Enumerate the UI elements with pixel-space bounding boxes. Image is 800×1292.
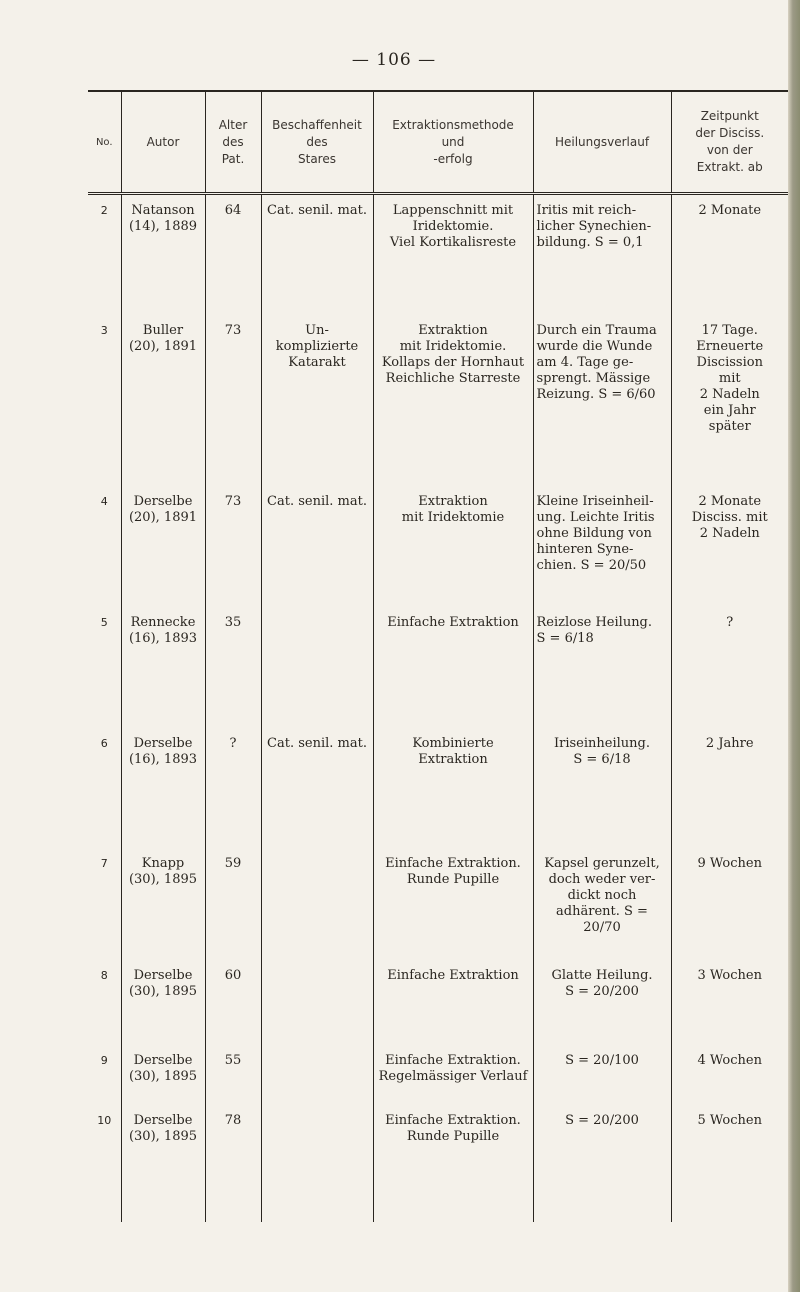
cell-line: 17 Tage. bbox=[701, 322, 758, 338]
cell-line: am 4. Tage ge- bbox=[536, 354, 634, 370]
cell-alter bbox=[205, 194, 261, 315]
cell-beschaffenheit bbox=[261, 1105, 373, 1222]
cell-line: Rennecke bbox=[130, 614, 196, 630]
cell-extraktion bbox=[373, 728, 533, 848]
cell-extraktion bbox=[373, 486, 533, 607]
cell-value: 10 bbox=[97, 1113, 112, 1127]
cell-autor bbox=[121, 728, 205, 848]
cell-extraktion bbox=[373, 960, 533, 1045]
cell-line: (14), 1889 bbox=[128, 219, 198, 234]
cell-heilung bbox=[533, 728, 671, 848]
cell-line: Iriseinheilung. bbox=[554, 735, 650, 751]
cell-line: Natanson bbox=[131, 203, 195, 218]
cell-extraktion bbox=[373, 607, 533, 728]
cell-line: ung. Leichte Iritis bbox=[536, 509, 655, 525]
cell-line: (20), 1891 bbox=[128, 509, 198, 525]
cell-beschaffenheit bbox=[261, 728, 373, 848]
cell-no bbox=[88, 315, 121, 486]
cell-alter bbox=[205, 1105, 261, 1222]
cell-line: Kleine Iriseinheil- bbox=[536, 493, 654, 509]
cell-line: ohne Bildung von bbox=[536, 525, 652, 541]
cell-extraktion bbox=[373, 1105, 533, 1222]
cell-zeitpunkt bbox=[671, 1045, 788, 1105]
cell-line: Derselbe bbox=[133, 1052, 193, 1068]
cell-line: dickt noch bbox=[567, 887, 637, 903]
cell-autor bbox=[121, 960, 205, 1045]
cell-extraktion bbox=[373, 1045, 533, 1105]
table-row bbox=[88, 1105, 788, 1222]
cell-line: Iritis mit reich- bbox=[536, 203, 637, 218]
cell-line: Buller bbox=[142, 322, 184, 338]
table-row bbox=[88, 607, 788, 728]
cell-no bbox=[88, 1105, 121, 1222]
cell-line: (30), 1895 bbox=[128, 1128, 198, 1144]
cell-value: 8 bbox=[100, 968, 108, 982]
header-autor: Autor bbox=[121, 91, 205, 194]
cell-line: S = 20/200 bbox=[565, 1112, 639, 1128]
cell-alter bbox=[205, 486, 261, 607]
table-row bbox=[88, 1045, 788, 1105]
cell-autor bbox=[121, 607, 205, 728]
cell-zeitpunkt bbox=[671, 315, 788, 486]
cell-line: (16), 1893 bbox=[128, 630, 198, 646]
cell-zeitpunkt bbox=[671, 848, 788, 960]
cell-line: ein Jahr bbox=[703, 402, 756, 418]
cell-line: Cat. senil. mat. bbox=[267, 493, 367, 509]
cell-line: Un- bbox=[305, 322, 329, 338]
cell-beschaffenheit bbox=[261, 194, 373, 315]
cell-value: 5 bbox=[100, 615, 108, 629]
cell-line: mit Iridektomie bbox=[401, 509, 505, 525]
cell-line: 2 Monate bbox=[698, 203, 762, 218]
cell-beschaffenheit bbox=[261, 486, 373, 607]
cell-line: Einfache Extraktion. bbox=[385, 1112, 521, 1128]
cell-line: Erneuerte bbox=[696, 338, 764, 354]
cell-autor bbox=[121, 315, 205, 486]
cell-line: 2 Nadeln bbox=[699, 525, 760, 541]
cell-line: 2 Nadeln bbox=[699, 386, 760, 402]
cell-no bbox=[88, 486, 121, 607]
cell-value: 73 bbox=[224, 493, 242, 509]
cell-line: Einfache Extraktion. bbox=[385, 1052, 521, 1068]
cell-value: 3 bbox=[100, 323, 108, 337]
cell-alter bbox=[205, 607, 261, 728]
cell-no bbox=[88, 848, 121, 960]
cell-line: 2 Jahre bbox=[705, 735, 754, 751]
cell-line: Einfache Extraktion bbox=[387, 614, 519, 630]
cell-value: 6 bbox=[100, 736, 108, 750]
cell-line: Cat. senil. mat. bbox=[267, 203, 367, 218]
cell-line: adhärent. S = 20/70 bbox=[556, 903, 648, 935]
cell-line: Durch ein Trauma bbox=[536, 322, 657, 338]
cell-line: Discission bbox=[696, 354, 763, 370]
cell-alter bbox=[205, 960, 261, 1045]
cell-line: Cat. senil. mat. bbox=[267, 735, 367, 751]
cell-value: 60 bbox=[224, 967, 242, 983]
cell-line: chien. S = 20/50 bbox=[536, 557, 647, 573]
cell-value: 35 bbox=[224, 614, 242, 630]
case-table bbox=[88, 90, 788, 1222]
cell-alter bbox=[205, 1045, 261, 1105]
cell-heilung bbox=[533, 848, 671, 960]
cell-beschaffenheit bbox=[261, 960, 373, 1045]
table-row bbox=[88, 960, 788, 1045]
cell-value: 4 bbox=[100, 494, 108, 508]
cell-value: 7 bbox=[100, 856, 108, 870]
page-number: — 106 — bbox=[351, 50, 437, 70]
cell-autor bbox=[121, 486, 205, 607]
cell-line: Regelmässiger Verlauf bbox=[378, 1068, 528, 1084]
cell-line: bildung. S = 0,1 bbox=[536, 235, 644, 250]
table-row bbox=[88, 728, 788, 848]
cell-line: Runde Pupille bbox=[406, 1128, 500, 1144]
table-row bbox=[88, 315, 788, 486]
cell-line: Reichliche Starreste bbox=[385, 370, 521, 386]
cell-line: Kapsel gerunzelt, bbox=[544, 855, 660, 871]
header-beschaffenheit: Beschaffenheit des Stares bbox=[261, 91, 373, 194]
header-extraktion: Extraktionsmethode und -erfolg bbox=[373, 91, 533, 194]
header-row bbox=[88, 91, 788, 194]
cell-line: 5 Wochen bbox=[697, 1112, 762, 1128]
table-body bbox=[88, 194, 788, 1222]
cell-alter bbox=[205, 728, 261, 848]
cell-no bbox=[88, 728, 121, 848]
cell-autor bbox=[121, 848, 205, 960]
cell-extraktion bbox=[373, 848, 533, 960]
table-row bbox=[88, 486, 788, 607]
cell-extraktion bbox=[373, 194, 533, 315]
cell-line: Iridektomie. bbox=[412, 219, 494, 234]
cell-line: Extraktion bbox=[418, 751, 488, 767]
cell-line: hinteren Syne- bbox=[536, 541, 634, 557]
table-row bbox=[88, 848, 788, 960]
cell-line: Derselbe bbox=[133, 493, 193, 509]
table-row bbox=[88, 194, 788, 315]
cell-heilung bbox=[533, 486, 671, 607]
cell-line: Derselbe bbox=[133, 967, 193, 983]
cell-line: (30), 1895 bbox=[128, 983, 198, 999]
cell-value: 2 bbox=[100, 204, 108, 217]
cell-value: 9 bbox=[100, 1053, 108, 1067]
cell-line: (30), 1895 bbox=[128, 871, 198, 887]
cell-zeitpunkt bbox=[671, 728, 788, 848]
cell-line: Reizlose Heilung. bbox=[536, 614, 653, 630]
cell-value: 59 bbox=[224, 855, 242, 871]
cell-line: Extraktion bbox=[418, 322, 488, 338]
cell-beschaffenheit bbox=[261, 1045, 373, 1105]
cell-zeitpunkt bbox=[671, 486, 788, 607]
cell-line: Kombinierte bbox=[412, 735, 494, 751]
cell-line: Derselbe bbox=[133, 735, 193, 751]
cell-line: Glatte Heilung. bbox=[551, 967, 653, 983]
cell-line: Katarakt bbox=[288, 354, 346, 370]
cell-line: Disciss. mit bbox=[691, 509, 768, 525]
cell-autor bbox=[121, 194, 205, 315]
cell-line: S = 6/18 bbox=[536, 630, 594, 646]
cell-line: S = 20/200 bbox=[565, 983, 639, 999]
cell-alter bbox=[205, 315, 261, 486]
cell-line: S = 6/18 bbox=[573, 751, 631, 767]
cell-line: Runde Pupille bbox=[406, 871, 500, 887]
cell-line: ? bbox=[726, 614, 734, 630]
page-edge bbox=[788, 0, 800, 1292]
cell-value: 55 bbox=[224, 1052, 242, 1068]
cell-beschaffenheit bbox=[261, 607, 373, 728]
cell-zeitpunkt bbox=[671, 194, 788, 315]
cell-line: sprengt. Mässige bbox=[536, 370, 651, 386]
cell-line: licher Synechien- bbox=[536, 219, 652, 234]
cell-autor bbox=[121, 1045, 205, 1105]
cell-line: Reizung. S = 6/60 bbox=[536, 386, 656, 402]
cell-heilung bbox=[533, 1045, 671, 1105]
cell-zeitpunkt bbox=[671, 607, 788, 728]
header-heilungsverlauf: Heilungsverlauf bbox=[533, 91, 671, 194]
cell-line: Knapp bbox=[141, 855, 185, 871]
cell-line: (30), 1895 bbox=[128, 1068, 198, 1084]
cell-line: 9 Wochen bbox=[697, 855, 762, 871]
cell-value: 73 bbox=[224, 322, 242, 338]
cell-line: mit Iridektomie. bbox=[399, 338, 507, 354]
cell-line: S = 20/100 bbox=[565, 1052, 639, 1068]
cell-line: 4 Wochen bbox=[697, 1052, 762, 1068]
cell-line: Einfache Extraktion. bbox=[385, 855, 521, 871]
cell-line: Viel Kortikalisreste bbox=[389, 235, 517, 250]
cell-zeitpunkt bbox=[671, 960, 788, 1045]
cell-alter bbox=[205, 848, 261, 960]
cell-no bbox=[88, 194, 121, 315]
cell-heilung bbox=[533, 315, 671, 486]
cell-line: 3 Wochen bbox=[697, 967, 762, 983]
cell-line: (16), 1893 bbox=[128, 751, 198, 767]
cell-line: Derselbe bbox=[133, 1112, 193, 1128]
header-alter: Alter des Pat. bbox=[205, 91, 261, 194]
cell-value: 78 bbox=[224, 1112, 242, 1128]
cell-heilung bbox=[533, 607, 671, 728]
cell-heilung bbox=[533, 960, 671, 1045]
cell-no bbox=[88, 1045, 121, 1105]
cell-line: mit bbox=[718, 370, 741, 386]
cell-beschaffenheit bbox=[261, 848, 373, 960]
cell-zeitpunkt bbox=[671, 1105, 788, 1222]
cell-line: (20), 1891 bbox=[128, 338, 198, 354]
cell-no bbox=[88, 607, 121, 728]
cell-line: doch weder ver- bbox=[548, 871, 656, 887]
cell-line: Extraktion bbox=[418, 493, 488, 509]
header-zeitpunkt: Zeitpunkt der Disciss. von der Extrakt. ab bbox=[671, 91, 788, 194]
cell-line: Lappenschnitt mit bbox=[392, 203, 514, 218]
cell-line: Kollaps der Hornhaut bbox=[381, 354, 525, 370]
cell-autor bbox=[121, 1105, 205, 1222]
cell-line: 2 Monate bbox=[698, 493, 762, 509]
cell-value: 64 bbox=[224, 203, 242, 218]
cell-line: komplizierte bbox=[275, 338, 359, 354]
cell-line: wurde die Wunde bbox=[536, 338, 653, 354]
header-no: No. bbox=[88, 91, 121, 194]
cell-line: später bbox=[708, 418, 751, 434]
cell-beschaffenheit bbox=[261, 315, 373, 486]
cell-heilung bbox=[533, 194, 671, 315]
cell-heilung bbox=[533, 1105, 671, 1222]
cell-no bbox=[88, 960, 121, 1045]
cell-line: Einfache Extraktion bbox=[387, 967, 519, 983]
cell-value: ? bbox=[229, 735, 237, 751]
cell-extraktion bbox=[373, 315, 533, 486]
